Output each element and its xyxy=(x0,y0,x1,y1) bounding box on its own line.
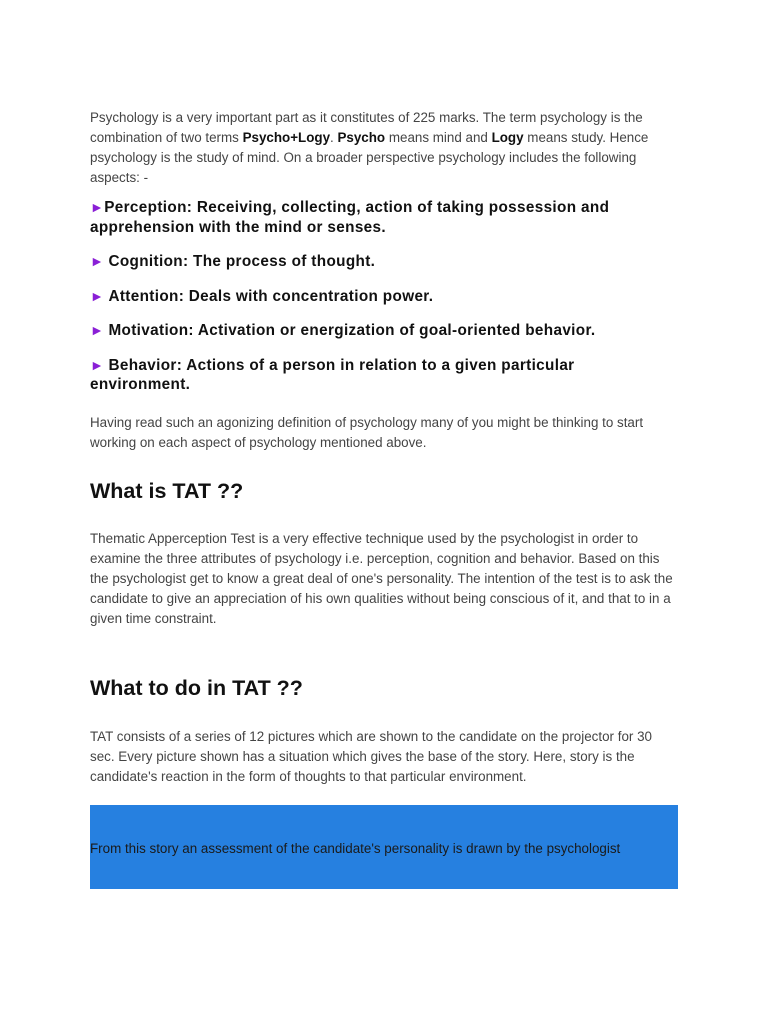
arrow-right-icon: ► xyxy=(90,287,109,304)
intro-bold-logy: Logy xyxy=(491,130,524,145)
arrow-right-icon: ► xyxy=(90,356,109,373)
tat-definition-paragraph: Thematic Apperception Test is a very effective technique used by the psychologist in order to examine the three attributes of psychology i.e. perception, cognition and behavior. Based on this the psychologist get to know a great deal of one's personality. The intention of the test is to ask the candidate to give an appreciation of his own qualities without being conscious of it, and that to in a given time constraint. xyxy=(90,530,673,626)
tat-procedure-paragraph: TAT consists of a series of 12 pictures which are shown to the candidate on the projector for 30 sec. Every picture shown has a situation which gives the base of the story. Here, story is the candidate's reaction in the form of thoughts to that particular environment. xyxy=(90,728,652,784)
arrow-right-icon: ► xyxy=(90,322,109,338)
intro-text-2: . xyxy=(330,130,338,145)
aspect-cognition xyxy=(90,252,678,272)
intro-bold-psycho-logy: Psycho+Logy xyxy=(242,130,331,145)
arrow-right-icon: ► xyxy=(90,253,109,269)
highlight-text: From this story an assessment of the candidate's personality is drawn by the psychologist xyxy=(90,840,621,856)
after-bullets-paragraph: Having read such an agonizing definition of psychology many of you might be thinking to start working on each aspect of psychology mentioned above. xyxy=(90,414,644,450)
arrow-right-icon: ► xyxy=(90,199,105,215)
aspect-attention xyxy=(90,287,678,307)
aspect-text: Perception: Receiving, collecting, action of taking possession and apprehension with the mind or senses. xyxy=(90,199,610,236)
aspect-motivation xyxy=(90,321,678,341)
highlight-box xyxy=(90,805,678,889)
aspect-text: Attention: Deals with concentration power. xyxy=(108,287,434,305)
intro-bold-psycho: Psycho xyxy=(337,130,386,145)
aspect-text: Cognition: The process of thought. xyxy=(108,253,376,270)
intro-text-3: means mind and xyxy=(385,130,492,145)
intro-text-4: means study. Hence psychology is the study of mind. On a broader perspective psychology includes the following aspects: - xyxy=(90,130,649,185)
intro-paragraph xyxy=(90,108,678,188)
aspect-behavior xyxy=(90,356,678,395)
aspect-perception xyxy=(90,198,678,237)
heading-what-is-tat: What is TAT ?? xyxy=(90,478,244,503)
aspects-list xyxy=(90,198,678,395)
intro-text-1: Psychology is a very important part as it constitutes of 225 marks. The term psychology is the combination of two terms xyxy=(90,110,643,145)
heading-what-to-do-in-tat: What to do in TAT ?? xyxy=(90,675,303,700)
aspect-text: Motivation: Activation or energization of goal-oriented behavior. xyxy=(108,322,596,339)
aspect-text: Behavior: Actions of a person in relation to a given particular environment. xyxy=(90,356,575,393)
